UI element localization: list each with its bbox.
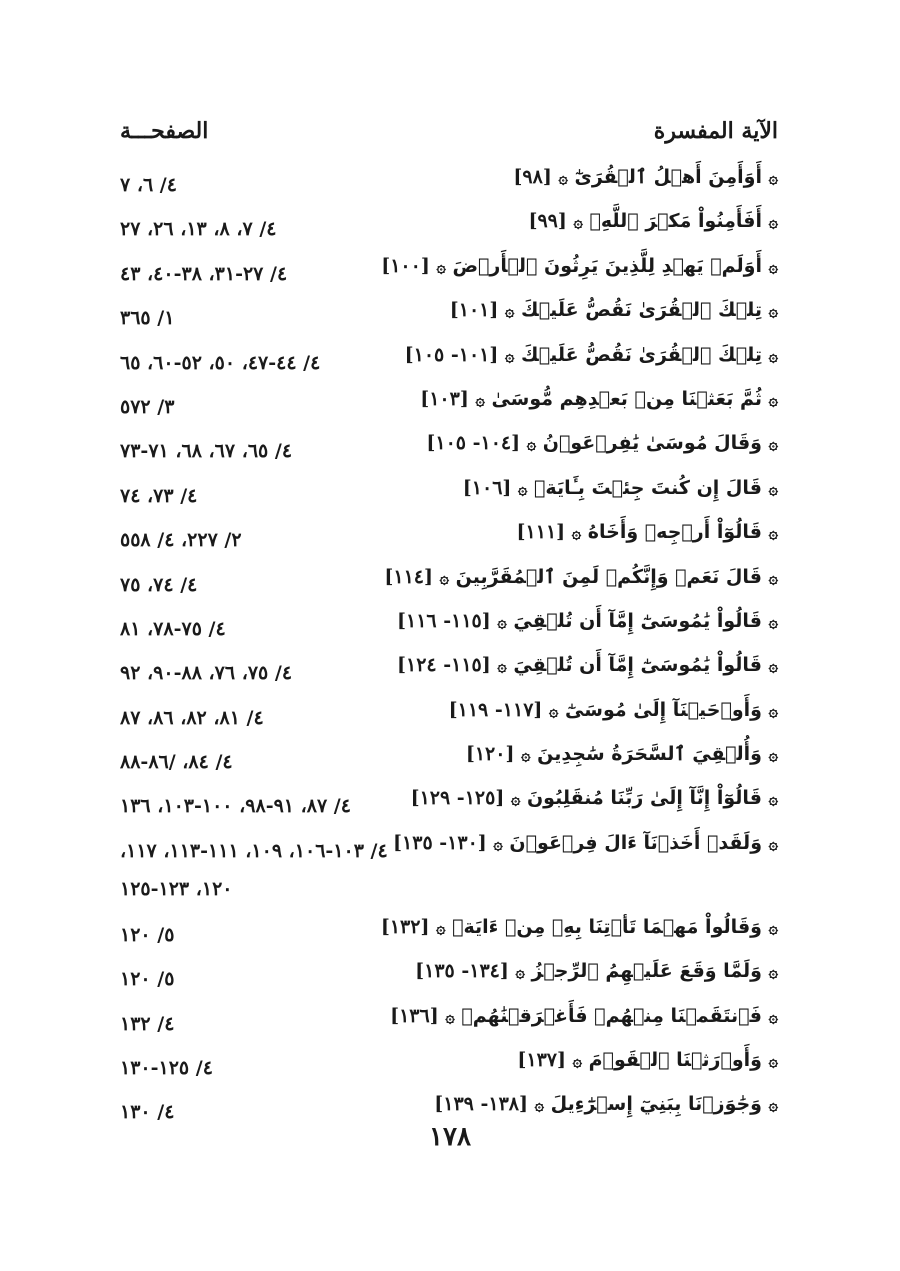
verse-text: قَالَ إِن كُنتَ جِئۡتَ بِـَٔايَةٖ	[534, 476, 762, 499]
ornament-close-icon: ۞	[493, 833, 503, 853]
page-reference: ٤/ ٧٣، ٧٤	[120, 484, 198, 507]
ornament-open-icon: ۞	[768, 478, 778, 498]
verse-number: [٩٩]	[528, 210, 567, 233]
page-reference: ٤/ ٨٤، /٨٦-٨٨	[120, 751, 233, 774]
page-reference: ٤/ ١٣٢	[120, 1012, 175, 1035]
verse-text: وَقَالَ مُوسَىٰ يَٰفِرۡعَوۡنُ	[542, 432, 762, 455]
ornament-close-icon: ۞	[436, 917, 446, 937]
ornament-close-icon: ۞	[475, 389, 485, 409]
page-reference: ٤/ ٦٥، ٦٧، ٦٨، ٧١-٧٣	[120, 440, 293, 463]
index-row	[120, 204, 778, 248]
verse-text: وَلَقَدۡ أَخَذۡنَآ ءَالَ فِرۡعَوۡنَ	[509, 831, 762, 854]
page-reference: ٤/ ٧٥، ٧٦، ٨٨-٩٠، ٩٢	[120, 662, 293, 685]
index-row	[120, 471, 778, 515]
verse-number: [١٠١]	[449, 299, 499, 322]
ornament-open-icon: ۞	[768, 1095, 778, 1115]
verse-text: وَلَمَّا وَقَعَ عَلَيۡهِمُ ٱلرِّجۡزُ	[531, 960, 762, 983]
ornament-open-icon: ۞	[768, 745, 778, 765]
verse-number: [١٢٥- ١٢٩]	[410, 787, 505, 810]
table-header	[120, 118, 778, 152]
verse-text: ثُمَّ بَعَثۡنَا مِنۢ بَعۡدِهِم مُّوسَىٰ	[491, 387, 762, 410]
ornament-close-icon: ۞	[505, 301, 515, 321]
ornament-close-icon: ۞	[497, 656, 507, 676]
verse-cell	[415, 960, 778, 982]
verse-cell	[405, 344, 778, 366]
verse-number: [١٣٢]	[380, 915, 430, 938]
verse-text: تِلۡكَ ٱلۡقُرَىٰ نَقُصُّ عَلَيۡكَ	[521, 299, 762, 322]
ornament-close-icon: ۞	[526, 434, 537, 454]
verse-text: تِلۡكَ ٱلۡقُرَىٰ نَقُصُّ عَلَيۡكَ	[521, 343, 762, 366]
ornament-close-icon: ۞	[534, 1095, 545, 1115]
ornament-open-icon: ۞	[768, 256, 778, 276]
verse-text: وَأَوۡرَثۡنَا ٱلۡقَوۡمَ	[588, 1049, 762, 1072]
verse-cell	[397, 610, 778, 632]
verse-number: [١١٧- ١١٩]	[448, 698, 543, 721]
ornament-open-icon: ۞	[768, 168, 778, 187]
verse-number: [١٠٠]	[381, 254, 430, 277]
index-row	[120, 604, 778, 648]
index-row	[120, 910, 778, 954]
ornament-open-icon: ۞	[768, 833, 778, 853]
ornament-close-icon: ۞	[549, 700, 559, 720]
verse-number: [١٢٠]	[465, 743, 515, 766]
index-row	[120, 648, 778, 692]
index-row	[120, 954, 778, 998]
verse-number: [١٣٦]	[390, 1004, 439, 1027]
verse-cell	[390, 1005, 778, 1027]
verse-text: قَالُوٓاْ أَرۡجِهۡ وَأَخَاهُ	[587, 521, 762, 544]
verse-number: [١٠٦]	[462, 476, 512, 499]
ornament-open-icon: ۞	[768, 523, 778, 543]
index-table	[120, 160, 778, 1132]
verse-cell	[420, 388, 778, 410]
verse-cell	[528, 210, 778, 232]
verse-cell	[434, 1093, 778, 1115]
verse-cell	[449, 699, 778, 721]
ornament-open-icon: ۞	[768, 700, 778, 720]
verse-cell	[426, 432, 778, 454]
verse-number: [١٠١- ١٠٥]	[404, 343, 499, 366]
verse-cell	[381, 916, 778, 938]
verse-cell	[517, 521, 778, 543]
verse-text: قَالُواْ يَٰمُوسَىٰٓ إِمَّآ أَن تُلۡقِيَ	[513, 609, 762, 632]
ornament-open-icon: ۞	[768, 917, 778, 937]
page-reference: ٤/ ٧٤، ٧٥	[120, 573, 198, 596]
ornament-close-icon: ۞	[445, 1006, 455, 1026]
verse-cell	[517, 1049, 778, 1071]
verse-text: أَوَأَمِنَ أَهۡلُ ٱلۡقُرَىٰٓ	[574, 166, 762, 188]
page-number: ١٧٨	[429, 1122, 471, 1152]
page-reference: ٤/ ١٠٣-١٠٦، ١٠٩، ١١١-١١٣، ١١٧، ١٢٠، ١٢٣-١٢٥	[120, 839, 388, 900]
ornament-open-icon: ۞	[768, 389, 778, 409]
verse-cell	[463, 477, 778, 499]
page-reference: ٤/ ٨١، ٨٢، ٨٦، ٨٧	[120, 706, 264, 729]
ornament-close-icon: ۞	[573, 212, 583, 232]
ornament-open-icon: ۞	[768, 212, 778, 232]
verse-number: [١٣٠- ١٣٥]	[393, 831, 487, 854]
ornament-close-icon: ۞	[515, 962, 525, 982]
index-row	[120, 560, 778, 604]
ornament-close-icon: ۞	[497, 611, 507, 631]
page-reference: ٤/ ٧٥-٧٨، ٨١	[120, 617, 226, 640]
ornament-close-icon: ۞	[558, 168, 568, 187]
verse-text: أَفَأَمِنُواْ مَكۡرَ ٱللَّهِۚ	[589, 210, 762, 233]
verse-text: أَوَلَمۡ يَهۡدِ لِلَّذِينَ يَرِثُونَ ٱلۡأَرۡضَ	[452, 254, 762, 277]
page-reference: ٤/ ٢٧-٣١، ٣٨-٤٠، ٤٣	[120, 262, 288, 285]
ornament-close-icon: ۞	[505, 345, 515, 365]
page-reference: ٤/ ١٢٥-١٣٠	[120, 1057, 213, 1080]
index-row	[120, 999, 778, 1043]
index-row	[120, 693, 778, 737]
verse-cell	[384, 566, 778, 588]
page-reference: ٥/ ١٢٠	[120, 968, 175, 991]
verse-column-header: الآية المفسرة	[653, 118, 778, 144]
verse-cell	[381, 255, 778, 277]
verse-cell	[513, 166, 778, 188]
index-row	[120, 826, 778, 910]
verse-number: [١١٥- ١٢٤]	[396, 654, 491, 677]
ornament-close-icon: ۞	[510, 789, 521, 809]
page-reference: ٤/ ٧، ٨، ١٣، ٢٦، ٢٧	[120, 218, 277, 241]
ornament-open-icon: ۞	[768, 434, 778, 454]
verse-text: قَالُوٓاْ إِنَّآ إِلَىٰ رَبِّنَا مُنقَلِبُونَ	[526, 787, 762, 810]
verse-number: [١٠٣]	[420, 387, 469, 410]
verse-number: [٩٨]	[513, 166, 552, 188]
ornament-open-icon: ۞	[768, 345, 778, 365]
ornament-open-icon: ۞	[768, 1051, 778, 1071]
ornament-close-icon: ۞	[571, 523, 582, 543]
verse-number: [١٠٤- ١٠٥]	[426, 432, 521, 455]
verse-text: وَقَالُواْ مَهۡمَا تَأۡتِنَا بِهِۦ مِنۡ ءَايَةٖ	[452, 915, 762, 938]
index-row	[120, 382, 778, 426]
index-row	[120, 426, 778, 470]
verse-number: [١١١]	[516, 521, 566, 544]
verse-text: وَجَٰوَزۡنَا بِبَنِيٓ إِسۡرَٰٓءِيلَ	[550, 1093, 762, 1116]
ornament-open-icon: ۞	[768, 567, 778, 587]
verse-number: [١٣٤- ١٣٥]	[415, 960, 509, 983]
page-reference: ٤/ ٦، ٧	[120, 174, 177, 196]
ornament-open-icon: ۞	[768, 656, 778, 676]
verse-text: وَأَوۡحَيۡنَآ إِلَىٰ مُوسَىٰٓ	[565, 698, 762, 721]
verse-number: [١٣٧]	[517, 1049, 566, 1072]
ornament-close-icon: ۞	[439, 567, 450, 587]
ornament-open-icon: ۞	[768, 1006, 778, 1026]
ornament-open-icon: ۞	[768, 962, 778, 982]
ornament-open-icon: ۞	[768, 301, 778, 321]
index-row	[120, 293, 778, 337]
page-reference: ٥/ ١٢٠	[120, 923, 175, 946]
ornament-open-icon: ۞	[768, 789, 778, 809]
index-row	[120, 1043, 778, 1087]
verse-text: وَأُلۡقِيَ ٱلسَّحَرَةُ سَٰجِدِينَ	[537, 743, 762, 766]
ornament-open-icon: ۞	[768, 611, 778, 631]
verse-number: [١٣٨- ١٣٩]	[434, 1093, 529, 1116]
page-reference: ٤/ ٨٧، ٩١-٩٨، ١٠٠-١٠٣، ١٣٦	[120, 795, 351, 818]
page-reference: ٣/ ٥٧٢	[120, 395, 175, 418]
verse-number: [١١٥- ١١٦]	[396, 609, 491, 632]
index-row	[120, 515, 778, 559]
verse-text: قَالَ نَعَمۡ وَإِنَّكُمۡ لَمِنَ ٱلۡمُقَرَّبِينَ	[455, 565, 762, 588]
index-row	[120, 737, 778, 781]
page-reference: ٤/ ١٣٠	[120, 1101, 175, 1124]
index-row	[120, 338, 778, 382]
page-reference: ١/ ٣٦٥	[120, 307, 175, 330]
ornament-close-icon: ۞	[518, 478, 528, 498]
verse-text: قَالُواْ يَٰمُوسَىٰٓ إِمَّآ أَن تُلۡقِيَ	[513, 654, 762, 677]
ornament-close-icon: ۞	[572, 1051, 582, 1071]
index-row	[120, 781, 778, 825]
verse-cell	[411, 787, 778, 809]
verse-cell	[466, 743, 778, 765]
ornament-close-icon: ۞	[521, 745, 531, 765]
ornament-close-icon: ۞	[436, 256, 446, 276]
verse-cell	[450, 299, 778, 321]
verse-cell	[397, 654, 778, 676]
verse-text: فَٱنتَقَمۡنَا مِنۡهُمۡ فَأَغۡرَقۡنَٰهُمۡ	[461, 1004, 762, 1027]
verse-cell	[393, 832, 778, 854]
page-column-header: الصفحـــة	[120, 118, 209, 144]
page-reference: ٢/ ٢٢٧، ٤/ ٥٥٨	[120, 529, 242, 552]
index-row	[120, 249, 778, 293]
index-row	[120, 160, 778, 204]
verse-number: [١١٤]	[384, 565, 434, 588]
page-reference: ٤/ ٤٤-٤٧، ٥٠، ٥٢-٦٠، ٦٥	[120, 351, 321, 374]
